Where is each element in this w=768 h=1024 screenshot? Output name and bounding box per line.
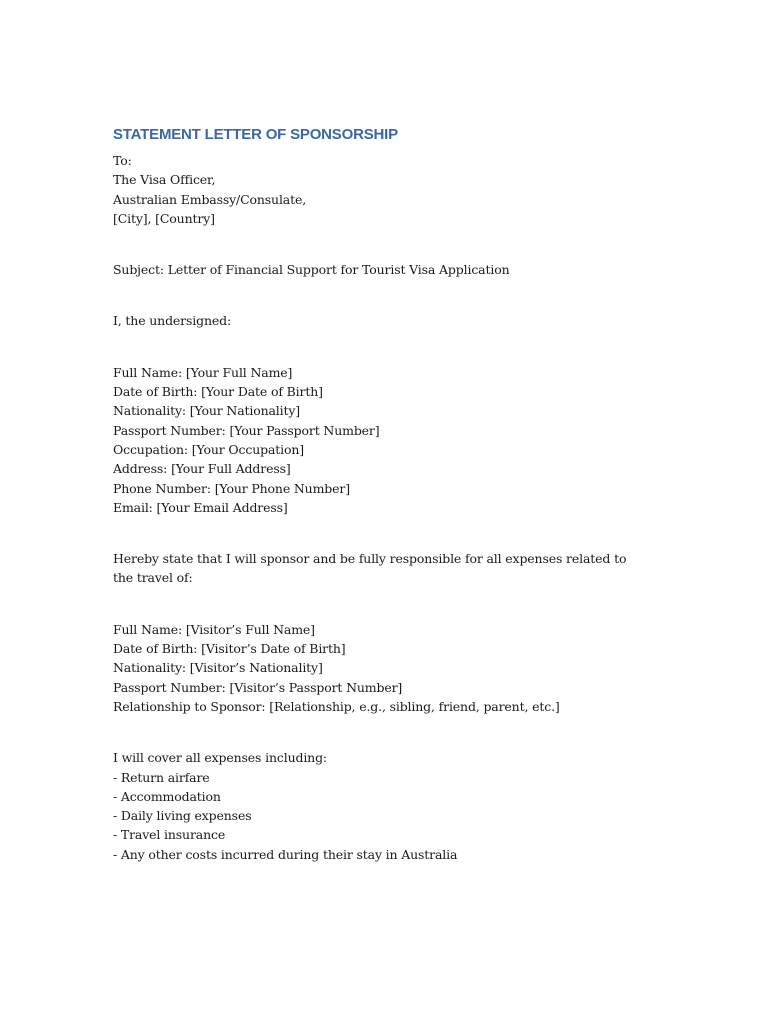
sponsor-occupation: Occupation: [Your Occupation]	[113, 441, 304, 457]
address-embassy: Australian Embassy/Consulate,	[113, 191, 307, 207]
visitor-nationality: Nationality: [Visitor’s Nationality]	[113, 660, 323, 676]
sponsor-date-of-birth: Date of Birth: [Your Date of Birth]	[113, 384, 323, 400]
sponsor-address: Address: [Your Full Address]	[113, 461, 291, 477]
visitor-date-of-birth: Date of Birth: [Visitor’s Date of Birth]	[113, 641, 346, 657]
address-block	[113, 151, 653, 228]
sponsor-phone-number: Phone Number: [Your Phone Number]	[113, 480, 350, 496]
address-to: To:	[113, 153, 132, 168]
statement-paragraph: Hereby state that I will sponsor and be fully responsible for all expenses related to the travel of:	[113, 551, 627, 586]
address-officer: The Visa Officer,	[113, 172, 216, 188]
sponsor-nationality: Nationality: [Your Nationality]	[113, 403, 301, 419]
expense-item: - Travel insurance	[113, 827, 226, 843]
expense-item: - Accommodation	[113, 788, 221, 804]
visitor-details	[113, 620, 653, 716]
expense-item: - Daily living expenses	[113, 808, 252, 824]
visitor-relationship: Relationship to Sponsor: [Relationship, e.g., sibling, friend, parent, etc.]	[113, 698, 560, 714]
visitor-full-name: Full Name: [Visitor’s Full Name]	[113, 621, 315, 637]
expenses-section	[113, 748, 653, 864]
subject-line: Subject: Letter of Financial Support for Tourist Visa Application	[113, 262, 510, 278]
letter-title: STATEMENT LETTER OF SPONSORSHIP	[113, 126, 398, 143]
sponsor-details	[113, 363, 653, 517]
expenses-intro: I will cover all expenses including:	[113, 750, 327, 766]
letter-page	[113, 124, 653, 864]
sponsor-passport-number: Passport Number: [Your Passport Number]	[113, 422, 380, 438]
intro-line: I, the undersigned:	[113, 313, 232, 329]
sponsor-full-name: Full Name: [Your Full Name]	[113, 364, 293, 380]
expense-item: - Any other costs incurred during their stay in Australia	[113, 846, 458, 862]
expense-item: - Return airfare	[113, 769, 210, 785]
address-city: [City], [Country]	[113, 210, 215, 226]
visitor-passport-number: Passport Number: [Visitor’s Passport Number]	[113, 679, 403, 695]
sponsor-email: Email: [Your Email Address]	[113, 499, 288, 515]
